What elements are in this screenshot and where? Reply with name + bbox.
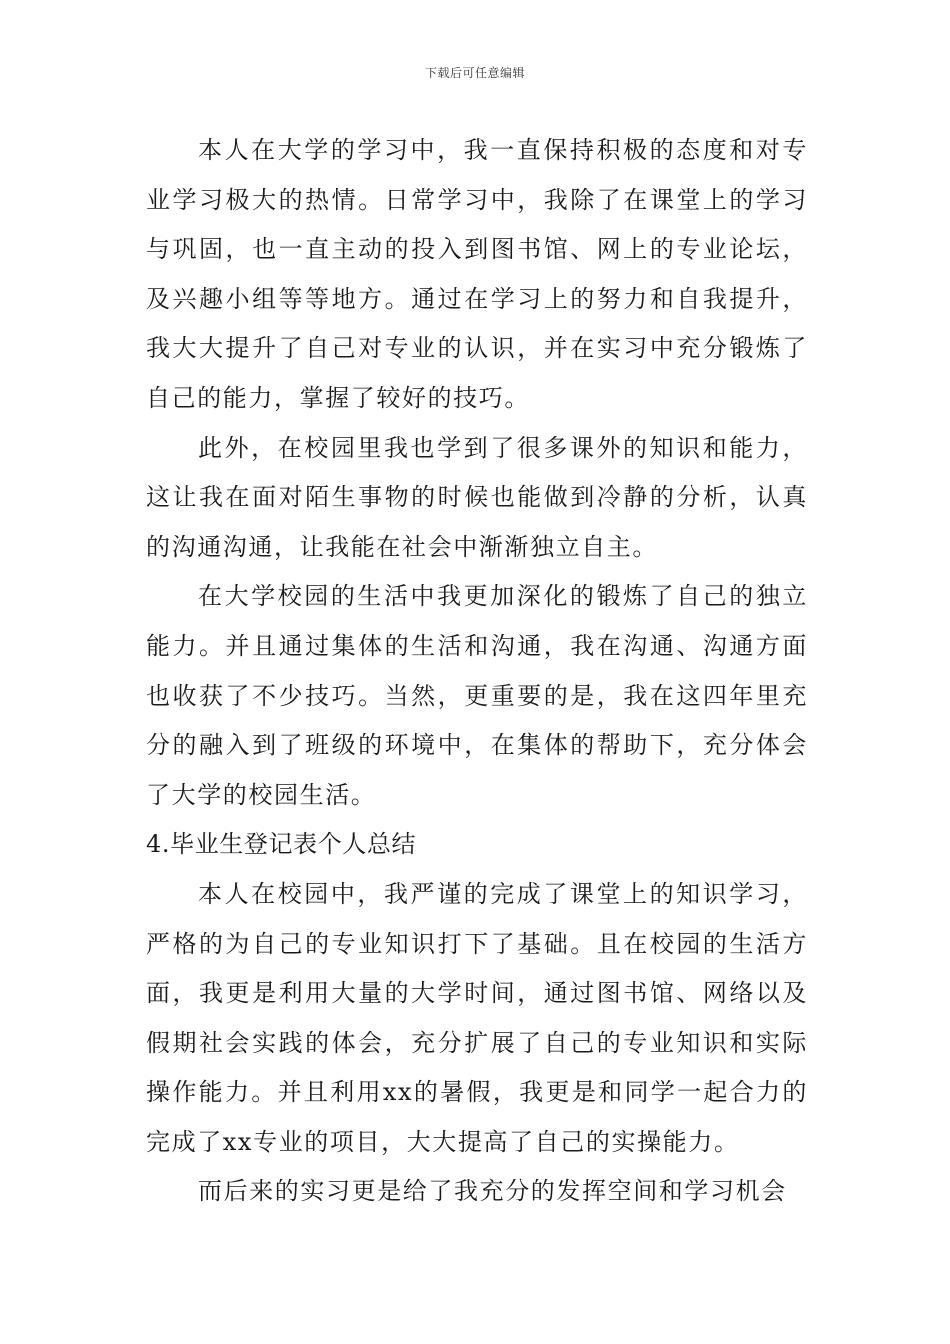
- document-body: [146, 126, 808, 1217]
- page-header: 下载后可任意编辑: [424, 66, 525, 80]
- paragraph-3: 在大学校园的生活中我更加深化的锻炼了自己的独立能力。并且通过集体的生活和沟通，我在沟通、沟通方面也收获了不少技巧。当然，更重要的是，我在这四年里充分的融入到了班级的环境中，在集体的帮助下，充分体会了大学的校园生活。: [146, 582, 808, 809]
- paragraph-1: 本人在大学的学习中，我一直保持积极的态度和对专业学习极大的热情。日常学习中，我除了在课堂上的学习与巩固，也一直主动的投入到图书馆、网上的专业论坛，及兴趣小组等等地方。通过在学习上的努力和自我提升，我大大提升了自己对专业的认识，并在实习中充分锻炼了自己的能力，掌握了较好的技巧。: [146, 136, 808, 412]
- section-heading: 4.毕业生登记表个人总结: [146, 830, 417, 859]
- paragraph-2: 此外，在校园里我也学到了很多课外的知识和能力，这让我在面对陌生事物的时候也能做到冷静的分析，认真的沟通沟通，让我能在社会中渐渐独立自主。: [146, 433, 808, 561]
- paragraph-5: 而后来的实习更是给了我充分的发挥空间和学习机会: [198, 1177, 787, 1206]
- paragraph-4: 本人在校园中，我严谨的完成了课堂上的知识学习，严格的为自己的专业知识打下了基础。且在校园的生活方面，我更是利用大量的大学时间，通过图书馆、网络以及假期社会实践的体会，充分扩展了自己的专业知识和实际操作能力。并且利用xx的暑假，我更是和同学一起合力的完成了xx专业的项目，大大提高了自己的实操能力。: [146, 879, 808, 1156]
